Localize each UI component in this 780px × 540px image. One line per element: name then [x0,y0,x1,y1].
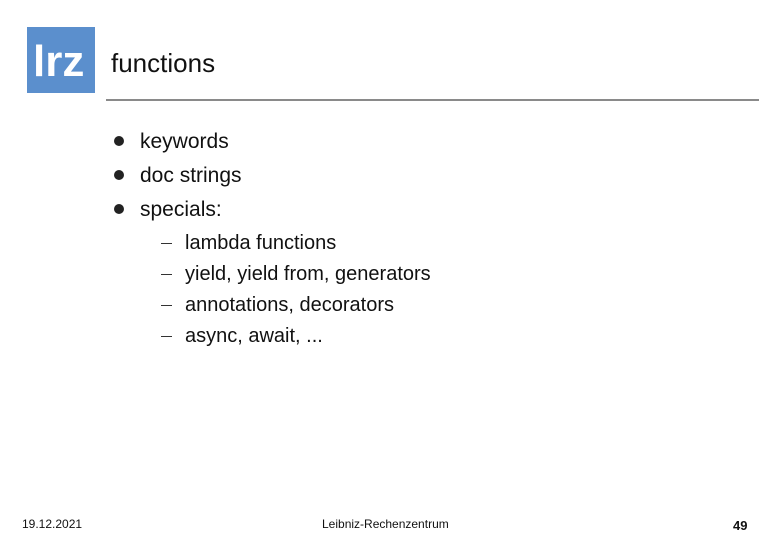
sub-bullet-item [161,259,431,290]
bullet-item [110,159,242,193]
sub-bullet-text: async, await, ... [185,325,323,347]
sub-bullet-text: yield, yield from, generators [185,263,431,285]
bullet-item [110,193,242,227]
sub-bullet-list [161,228,431,352]
logo-text: lrz [33,37,85,86]
title-divider [106,99,759,101]
bullet-item [110,125,242,159]
bullet-list [110,125,242,227]
sub-bullet-item [161,228,431,259]
footer-organization: Leibniz-Rechenzentrum [322,517,449,531]
bullet-text: doc strings [140,164,242,187]
bullet-text: keywords [140,130,229,153]
bullet-dot-icon [114,170,124,180]
slide-title: functions [111,48,216,78]
dash-icon [161,336,172,338]
sub-bullet-text: lambda functions [185,232,337,254]
dash-icon [161,305,172,307]
bullet-dot-icon [114,204,124,214]
sub-bullet-text: annotations, decorators [185,294,395,316]
bullet-dot-icon [114,136,124,146]
page-number: 49 [733,518,748,533]
dash-icon [161,243,172,245]
dash-icon [161,274,172,276]
footer-date: 19.12.2021 [22,517,83,531]
bullet-text: specials: [140,198,222,221]
lrz-logo [27,27,95,93]
sub-bullet-item [161,290,431,321]
sub-bullet-item [161,321,431,352]
